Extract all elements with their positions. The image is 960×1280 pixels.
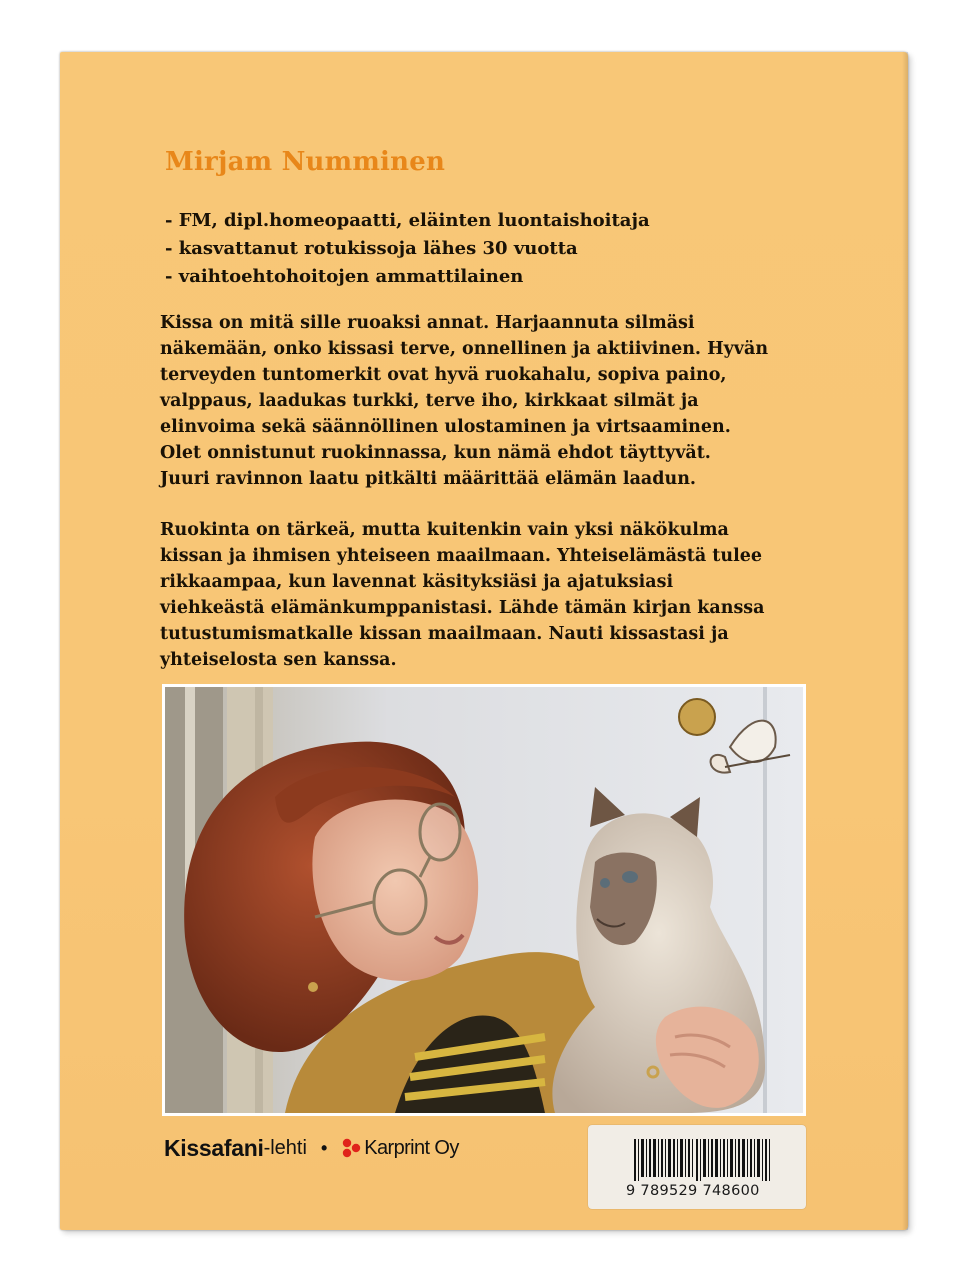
printer-name: Karprint Oy: [364, 1136, 459, 1159]
blurb-line: Ruokinta on tärkeä, mutta kuitenkin vain yksi näkökulma: [160, 520, 729, 540]
book-back-cover: [60, 52, 908, 1230]
blurb-line: Olet onnistunut ruokinnassa, kun nämä ehdot täyttyvät.: [160, 443, 711, 463]
credential-item: - vaihtoehtohoitojen ammattilainen: [165, 266, 524, 287]
photo-illustration: [165, 687, 803, 1113]
author-credentials: [165, 207, 650, 291]
blurb-paragraph-2: [160, 517, 765, 673]
blurb-line: näkemään, onko kissasi terve, onnellinen ja aktiivinen. Hyvän: [160, 339, 769, 359]
publisher-brand-suffix: -lehti: [263, 1136, 307, 1159]
credential-item: - FM, dipl.homeopaatti, eläinten luontaishoitaja: [165, 210, 650, 231]
blurb-line: tutustumismatkalle kissan maailmaan. Nauti kissastasi ja: [160, 624, 729, 644]
isbn-number: 9 789529 748600: [626, 1183, 760, 1199]
author-with-cat-photo: [162, 684, 806, 1116]
barcode-sticker: [588, 1125, 806, 1209]
blurb-line: valppaus, laadukas turkki, terve iho, kirkkaat silmät ja: [160, 391, 699, 411]
karprint-logo-icon: [341, 1138, 361, 1158]
blurb-line: Kissa on mitä sille ruoaksi annat. Harjaannuta silmäsi: [160, 313, 695, 333]
blurb-line: terveyden tuntomerkit ovat hyvä ruokahalu, sopiva paino,: [160, 365, 727, 385]
credential-item: - kasvattanut rotukissoja lähes 30 vuotta: [165, 238, 578, 259]
cover-edge: [902, 52, 908, 1230]
blurb-line: yhteiselosta sen kanssa.: [160, 650, 397, 670]
isbn-barcode: [634, 1139, 770, 1181]
blurb-line: rikkaampaa, kun lavennat käsityksiäsi ja ajatuksiasi: [160, 572, 674, 592]
blurb-paragraph-1: [160, 310, 768, 492]
blurb-line: Juuri ravinnon laatu pitkälti määrittää elämän laadun.: [160, 469, 697, 489]
blurb-line: kissan ja ihmisen yhteiseen maailmaan. Yhteiselämästä tulee: [160, 546, 763, 566]
blurb-line: elinvoima sekä säännöllinen ulostaminen ja virtsaaminen.: [160, 417, 731, 437]
publisher-line: [164, 1128, 459, 1168]
author-name: Mirjam Numminen: [165, 147, 446, 177]
blurb-line: viehkeästä elämänkumppanistasi. Lähde tämän kirjan kanssa: [160, 598, 765, 618]
publisher-brand: Kissafani: [164, 1134, 264, 1161]
publisher-separator: •: [320, 1137, 328, 1158]
